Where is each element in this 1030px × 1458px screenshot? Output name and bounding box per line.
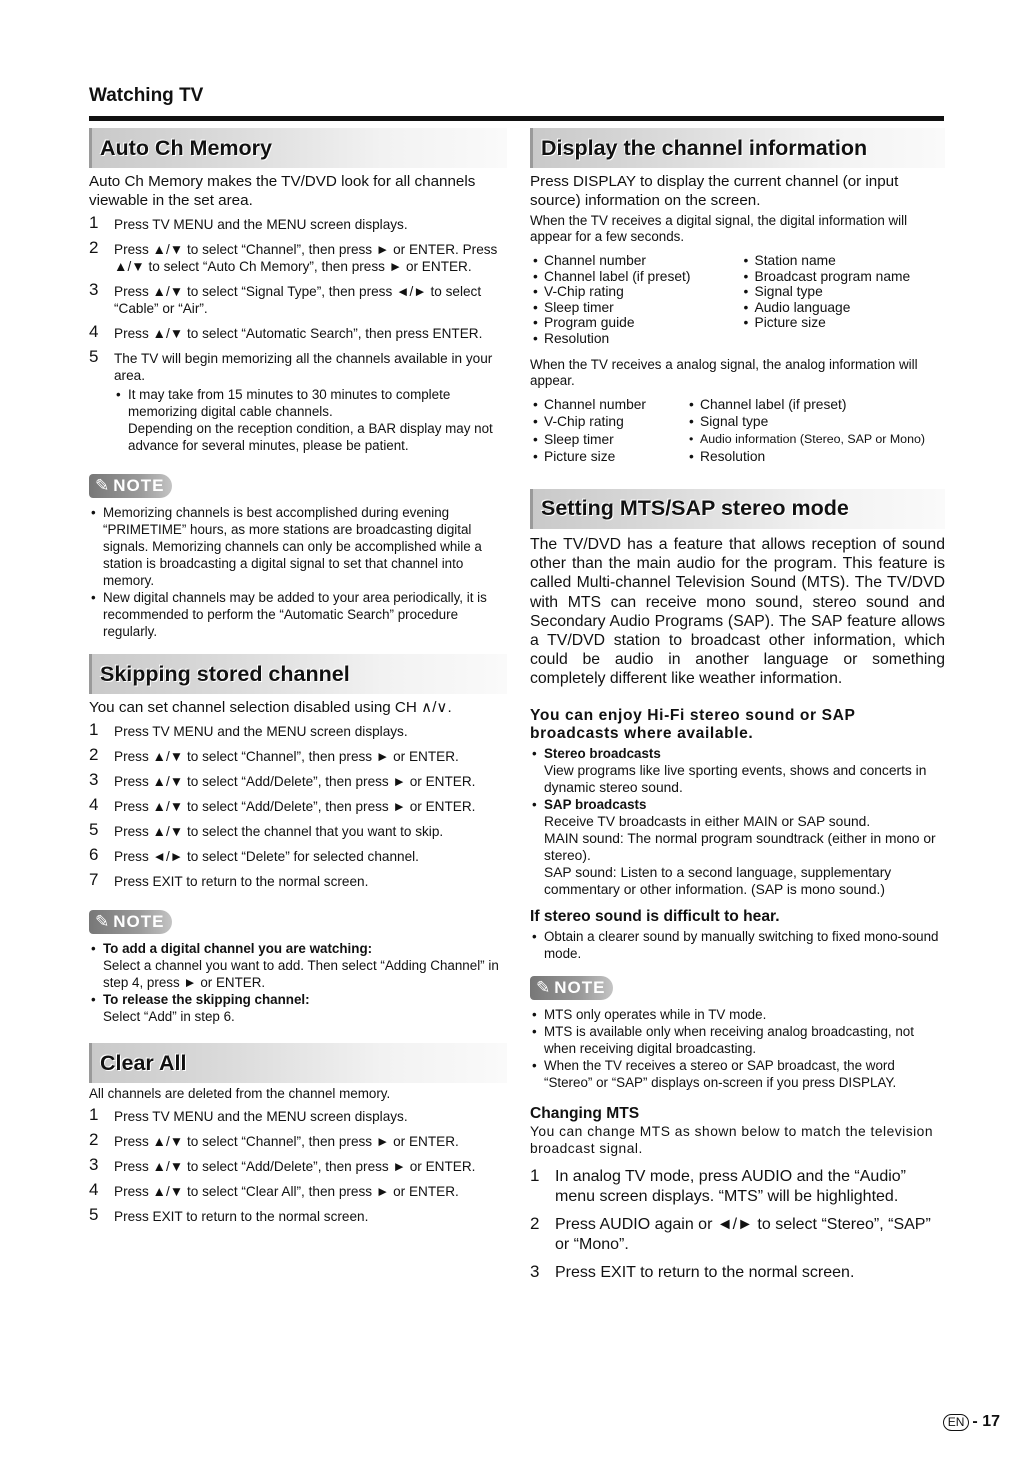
skip-step-2: 2 Press ▲/▼ to select “Channel”, then press ► or ENTER.: [89, 745, 459, 764]
skip-steps: [89, 720, 507, 890]
clear-intro: All channels are deleted from the channel memory.: [89, 1086, 391, 1101]
auto-ch-step-3: 3 Press ▲/▼ to select “Signal Type”, then press ◄/► to select “Cable” or “Air”.: [89, 280, 482, 316]
mts-note-1: • MTS only operates while in TV mode.: [530, 1006, 945, 1023]
page-footer: [943, 1413, 1000, 1431]
analog-info-list: [530, 397, 945, 465]
skip-step-3: 3 Press ▲/▼ to select “Add/Delete”, then press ► or ENTER.: [89, 770, 476, 789]
digital-item: • Sleep timer: [530, 300, 735, 316]
digital-item: • Resolution: [530, 331, 735, 347]
mts-hifi-heading: You can enjoy Hi-Fi stereo sound or SAP broadcasts where available.: [530, 706, 856, 742]
section-heading-display-info: Display the channel information: [530, 128, 945, 168]
stereo-broadcasts: • Stereo broadcasts View programs like live sporting events, shows and concerts in dynamic stereo sound.: [530, 745, 945, 796]
auto-ch-step-5-bullets: [114, 386, 507, 454]
digital-item: • Channel label (if preset): [530, 269, 735, 285]
analog-item: • Sleep timer: [530, 432, 680, 448]
language-badge: EN: [943, 1414, 970, 1431]
auto-ch-step-4: 4 Press ▲/▼ to select “Automatic Search”, then press ENTER.: [89, 322, 483, 341]
digital-item: • Program guide: [530, 315, 735, 331]
running-head: Watching TV: [89, 85, 204, 106]
analog-item: • Channel number: [530, 397, 680, 413]
note-badge-skip: ✎ NOTE: [89, 910, 172, 934]
digital-item: • V-Chip rating: [530, 284, 735, 300]
analog-item: • V-Chip rating: [530, 414, 680, 430]
mts-intro: The TV/DVD has a feature that allows reception of sound other than the main audio for the program. This feature is called Multi-channel Television Sound (MTS). The TV/DVD with MTS can receive mono sound, stereo sound and Secondary Audio Programs (SAP). The SAP feature allows a TV/DVD station to broadcast other information, which could be audio in another language or something completely different like weather information.: [530, 535, 945, 688]
clear-step-2: 2 Press ▲/▼ to select “Channel”, then press ► or ENTER.: [89, 1130, 459, 1149]
skip-note-1: • To add a digital channel you are watching: Select a channel you want to add. Then select “Adding Channel” in step 4, press ► or ENTER.: [89, 940, 507, 991]
pencil-icon: ✎: [95, 912, 111, 931]
display-digital-note: When the TV receives a digital signal, the digital information will appear for a few seconds.: [530, 213, 908, 244]
auto-ch-notes: [89, 504, 507, 640]
section-heading-mts: Setting MTS/SAP stereo mode: [530, 489, 945, 529]
note-badge-mts: ✎ NOTE: [530, 976, 613, 1000]
analog-item: • Picture size: [530, 449, 680, 465]
digital-item: • Signal type: [741, 284, 946, 300]
changing-mts-intro: You can change MTS as shown below to match the television broadcast signal.: [530, 1123, 934, 1156]
pencil-icon: ✎: [536, 977, 552, 997]
skip-step-1: 1 Press TV MENU and the MENU screen displays.: [89, 720, 408, 739]
mts-step-3: 3 Press EXIT to return to the normal screen.: [530, 1261, 855, 1281]
analog-item: • Channel label (if preset): [686, 397, 945, 413]
digital-item: • Channel number: [530, 253, 735, 269]
skip-step-7: 7 Press EXIT to return to the normal screen.: [89, 870, 369, 889]
skip-step-4: 4 Press ▲/▼ to select “Add/Delete”, then press ► or ENTER.: [89, 795, 476, 814]
mts-step-1: 1 In analog TV mode, press AUDIO and the “Audio” menu screen displays. “MTS” will be highlighted.: [530, 1165, 907, 1205]
difficult-list: [530, 928, 945, 962]
mts-steps: [530, 1167, 945, 1283]
difficult-heading: If stereo sound is difficult to hear.: [530, 907, 780, 925]
auto-ch-steps: [89, 213, 507, 454]
auto-ch-step-5-bullet: • It may take from 15 minutes to 30 minutes to complete memorizing digital cable channels. Depending on the reception condition, a BAR display may not advance for several minutes, please be patient.: [114, 386, 507, 454]
display-analog-note: When the TV receives a analog signal, the analog information will appear.: [530, 356, 918, 388]
mts-step-2: 2 Press AUDIO again or ◄/► to select “Stereo”, “SAP” or “Mono”.: [530, 1213, 931, 1253]
pencil-icon: ✎: [95, 476, 111, 495]
page-number: - 17: [972, 1413, 1000, 1430]
mts-note-3: • When the TV receives a stereo or SAP broadcast, the word “Stereo” or “SAP” displays on-screen if you press DISPLAY.: [530, 1057, 945, 1091]
clear-steps: [89, 1105, 507, 1225]
mts-note-2: • MTS is available only when receiving analog broadcasting, not when receiving digital broadcasting.: [530, 1023, 945, 1057]
skip-step-5: 5 Press ▲/▼ to select the channel that you want to skip.: [89, 820, 444, 839]
clear-step-3: 3 Press ▲/▼ to select “Add/Delete”, then press ► or ENTER.: [89, 1155, 476, 1174]
skip-note-2: • To release the skipping channel: Select “Add” in step 6.: [89, 991, 507, 1025]
analog-item: • Resolution: [686, 449, 945, 465]
clear-step-1: 1 Press TV MENU and the MENU screen displays.: [89, 1105, 408, 1124]
auto-ch-note-1: • Memorizing channels is best accomplished during evening “PRIMETIME” hours, as more stations are broadcasting digital signals. Memorizing channels can only be accomplished while a station is broadcasting a digital signal to set that channel into memory.: [89, 504, 507, 589]
auto-ch-step-1: 1 Press TV MENU and the MENU screen displays.: [89, 213, 408, 232]
auto-ch-intro: Auto Ch Memory makes the TV/DVD look for all channels viewable in the set area.: [89, 173, 476, 209]
difficult-item: • Obtain a clearer sound by manually switching to fixed mono-sound mode.: [530, 928, 945, 962]
sap-broadcasts: • SAP broadcasts Receive TV broadcasts in either MAIN or SAP sound. MAIN sound: The normal program soundtrack (either in mono or stereo). SAP sound: Listen to a second language, supplementary commentary or other information. (SAP is mono sound.): [530, 796, 945, 898]
left-column: [89, 128, 507, 1233]
section-heading-auto-ch-memory: Auto Ch Memory: [89, 128, 507, 168]
note-badge-auto-ch: ✎ NOTE: [89, 474, 172, 498]
header-rule: [89, 116, 944, 121]
auto-ch-step-2: 2 Press ▲/▼ to select “Channel”, then press ► or ENTER. Press ▲/▼ to select “Auto Ch Memory”, then press ► or ENTER.: [89, 238, 498, 274]
section-heading-skipping: Skipping stored channel: [89, 654, 507, 694]
display-intro: Press DISPLAY to display the current channel (or input source) information on the screen.: [530, 173, 899, 209]
clear-step-5: 5 Press EXIT to return to the normal screen.: [89, 1205, 369, 1224]
skip-notes: [89, 940, 507, 1025]
digital-item: • Broadcast program name: [741, 269, 946, 285]
skip-intro: You can set channel selection disabled using CH ∧/∨.: [89, 699, 452, 716]
digital-item: • Picture size: [741, 315, 946, 331]
digital-info-list: [530, 253, 945, 347]
digital-item: • Audio language: [741, 300, 946, 316]
auto-ch-step-5: 5 The TV will begin memorizing all the channels available in your area. • It may take from 15 minutes to 30 minutes to complete memorizing digital cable channels. Depending on the reception condition, a BAR display may not advance for several minutes, please be patient.: [89, 350, 507, 454]
section-heading-clear-all: Clear All: [89, 1043, 507, 1083]
analog-item: • Audio information (Stereo, SAP or Mono): [686, 432, 945, 448]
auto-ch-note-2: • New digital channels may be added to your area periodically, it is recommended to perform the “Automatic Search” procedure regularly.: [89, 589, 507, 640]
analog-item: • Signal type: [686, 414, 945, 430]
right-column: [530, 128, 945, 1291]
changing-mts-heading: Changing MTS: [530, 1104, 640, 1122]
mts-notes: [530, 1006, 945, 1091]
clear-step-4: 4 Press ▲/▼ to select “Clear All”, then press ► or ENTER.: [89, 1180, 459, 1199]
mts-broadcast-types: [530, 745, 945, 898]
digital-item: • Station name: [741, 253, 946, 269]
skip-step-6: 6 Press ◄/► to select “Delete” for selected channel.: [89, 845, 419, 864]
